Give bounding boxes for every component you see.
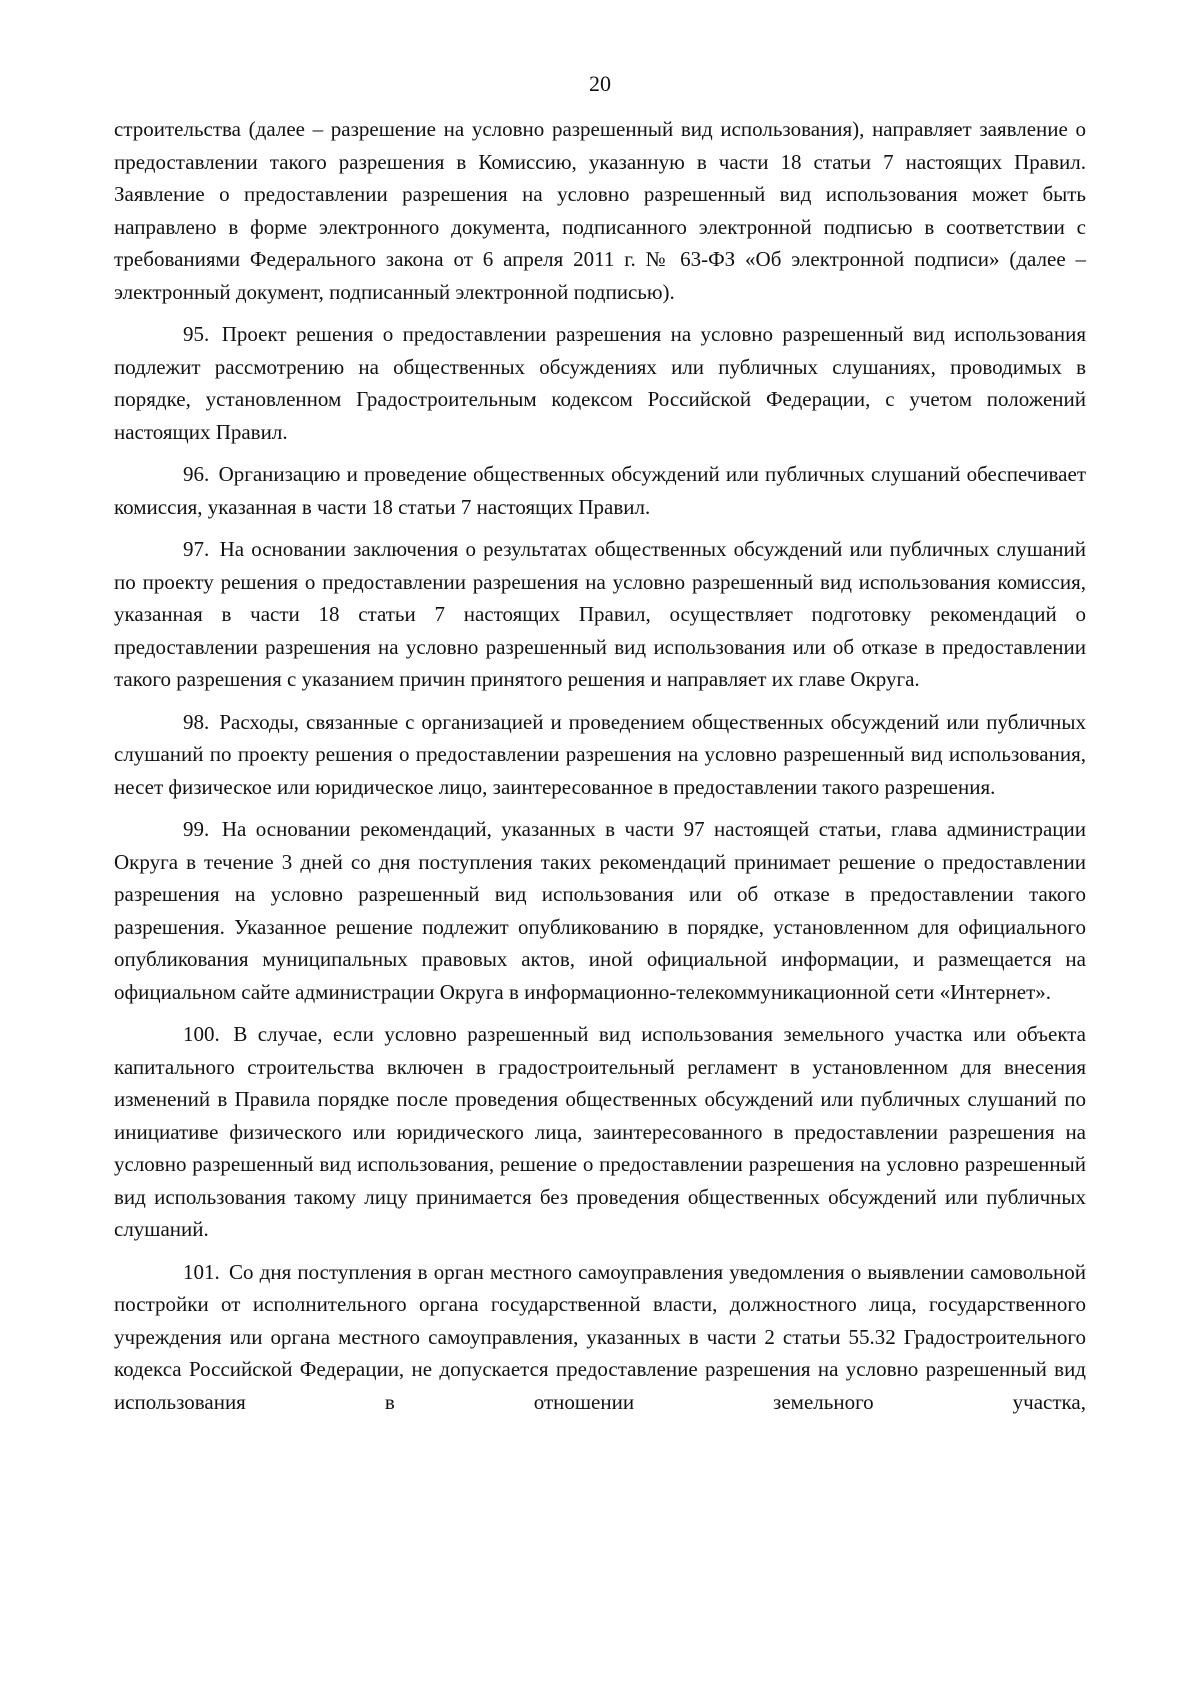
paragraph-text: Проект решения о предоставлении разрешения на условно разрешенный вид использования подлежит рассмотрению на общественных обсуждениях или публичных слушаниях, проводимых в порядке, установленном Градостроительным кодексом Российской Федерации, с учетом положений настоящих Правил. [114,322,1086,444]
paragraph-number: 100. [183,1022,220,1046]
paragraph-100 [114,1018,1086,1246]
paragraph-99 [114,813,1086,1008]
paragraph-97 [114,533,1086,696]
paragraph-number: 96. [183,462,210,486]
paragraph-text: Организацию и проведение общественных обсуждений или публичных слушаний обеспечивает комиссия, указанная в части 18 статьи 7 настоящих Правил. [114,462,1086,519]
paragraph-text: Со дня поступления в орган местного самоуправления уведомления о выявлении самовольной постройки от исполнительного органа государственной власти, должностного лица, государственного учреждения или органа местного самоуправления, указанных в части 2 статьи 55.32 Градостроительного кодекса Российской Федерации, не допускается предоставление разрешения на условно разрешенный вид использования в отношении земельного участка, [114,1259,1087,1414]
paragraph-98 [114,706,1086,804]
paragraph-text: На основании рекомендаций, указанных в части 97 настоящей статьи, глава администрации Округа в течение 3 дней со дня поступления таких рекомендаций принимает решение о предоставлении разрешения на условно разрешенный вид использования или об отказе в предоставлении такого разрешения. Указанное решение подлежит опубликованию в порядке, установленном для официального опубликования муниципальных правовых актов, иной официальной информации, и размещается на официальном сайте администрации Округа в информационно-телекоммуникационной сети «Интернет». [114,817,1086,1004]
paragraph-text: В случае, если условно разрешенный вид использования земельного участка или объекта капитального строительства включен в градостроительный регламент в установленном для внесения изменений в Правила порядке после проведения общественных обсуждений или публичных слушаний по инициативе физического или юридического лица, заинтересованного в предоставлении разрешения на условно разрешенный вид использования, решение о предоставлении разрешения на условно разрешенный вид использования такому лицу принимается без проведения общественных обсуждений или публичных слушаний. [114,1022,1086,1241]
paragraph-continuation [114,113,1086,308]
document-body [114,113,1086,1418]
paragraph-number: 99. [183,817,210,841]
paragraph-95 [114,318,1086,448]
paragraph-number: 97. [183,537,210,561]
paragraph-text: строительства (далее – разрешение на условно разрешенный вид использования), направляет заявление о предоставлении такого разрешения в Комиссию, указанную в части 18 статьи 7 настоящих Правил. Заявление о предоставлении разрешения на условно разрешенный вид использования может быть направлено в форме электронного документа, подписанного электронной подписью в соответствии с требованиями Федерального закона от 6 апреля 2011 г. № 63-ФЗ «Об электронной подписи» (далее – электронный документ, подписанный электронной подписью). [114,117,1086,304]
paragraph-number: 95. [183,322,210,346]
paragraph-101 [114,1256,1086,1419]
paragraph-96 [114,458,1086,523]
page-number: 20 [589,71,611,96]
paragraph-text: На основании заключения о результатах общественных обсуждений или публичных слушаний по проекту решения о предоставлении разрешения на условно разрешенный вид использования комиссия, указанная в части 18 статьи 7 настоящих Правил, осуществляет подготовку рекомендаций о предоставлении разрешения на условно разрешенный вид использования или об отказе в предоставлении такого разрешения с указанием причин принятого решения и направляет их главе Округа. [114,537,1087,691]
paragraph-number: 98. [183,709,210,734]
paragraph-text: Расходы, связанные с организацией и проведением общественных обсуждений или публичных слушаний по проекту решения о предоставлении разрешения на условно разрешенный вид использования, несет физическое или юридическое лицо, заинтересованное в предоставлении такого разрешения. [114,709,1087,799]
paragraph-number: 101. [183,1259,220,1284]
